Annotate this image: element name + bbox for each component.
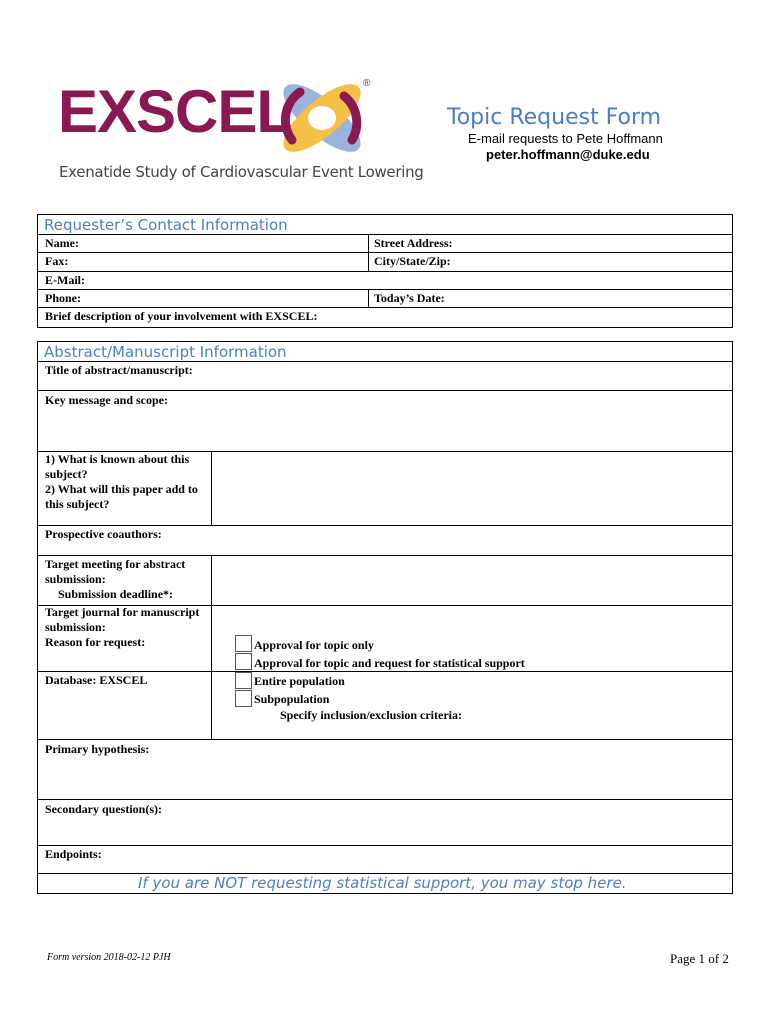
todays-date-field[interactable]: Today’s Date:: [374, 291, 445, 305]
coauthors-field[interactable]: Prospective coauthors:: [45, 527, 162, 541]
topic-only-checkbox[interactable]: [235, 635, 252, 652]
abstract-section-title: Abstract/Manuscript Information: [44, 343, 287, 361]
endpoints-field[interactable]: Endpoints:: [45, 847, 102, 861]
secondary-questions-field[interactable]: Secondary question(s):: [45, 802, 163, 816]
logo-mark-icon: [270, 78, 374, 158]
registered-mark: ®: [363, 78, 371, 89]
email-instruction: E-mail requests to Pete Hoffmann: [468, 131, 663, 146]
primary-hypothesis-field[interactable]: Primary hypothesis:: [45, 742, 150, 756]
fax-field[interactable]: Fax:: [45, 254, 69, 268]
city-state-zip-field[interactable]: City/State/Zip:: [374, 254, 451, 268]
email-field[interactable]: E-Mail:: [45, 273, 85, 287]
statistical-support-option: Approval for topic and request for statistical support: [254, 656, 525, 670]
email-address-link[interactable]: peter.hoffmann@duke.edu: [486, 147, 650, 162]
known-about-subject-field[interactable]: 1) What is known about this subject? 2) What will this paper add to this subject?: [45, 452, 198, 511]
title-field[interactable]: Title of abstract/manuscript:: [45, 363, 193, 377]
key-message-field[interactable]: Key message and scope:: [45, 393, 168, 407]
phone-field[interactable]: Phone:: [45, 291, 81, 305]
database-label: Database: EXSCEL: [45, 673, 148, 687]
involvement-field[interactable]: Brief description of your involvement with EXSCEL:: [45, 309, 318, 323]
reason-for-request-label: Reason for request:: [45, 635, 146, 649]
street-address-field[interactable]: Street Address:: [374, 236, 453, 250]
contact-section-title: Requester’s Contact Information: [44, 216, 288, 234]
name-field[interactable]: Name:: [45, 236, 79, 250]
topic-only-option: Approval for topic only: [254, 638, 374, 652]
form-title: Topic Request Form: [447, 105, 662, 130]
entire-population-checkbox[interactable]: [235, 672, 252, 689]
entire-population-option: Entire population: [254, 674, 345, 688]
statistical-support-checkbox[interactable]: [235, 653, 252, 670]
page-number: Page 1 of 2: [670, 951, 729, 966]
logo-tagline: Exenatide Study of Cardiovascular Event Lowering: [59, 163, 424, 181]
target-journal-field[interactable]: Target journal for manuscript submission:: [45, 605, 200, 634]
contact-section: [37, 214, 733, 328]
subpopulation-checkbox[interactable]: [235, 690, 252, 707]
subpopulation-option: Subpopulation: [254, 692, 330, 706]
form-version: Form version 2018-02-12 PJH: [47, 952, 171, 963]
logo-wordmark: EXSCEL: [58, 78, 293, 145]
stop-note: If you are NOT requesting statistical support, you may stop here.: [138, 874, 627, 892]
inclusion-criteria-field[interactable]: Specify inclusion/exclusion criteria:: [280, 708, 462, 722]
target-meeting-field[interactable]: Target meeting for abstract submission: Submission deadline*:: [45, 557, 186, 601]
abstract-section: [37, 341, 733, 894]
